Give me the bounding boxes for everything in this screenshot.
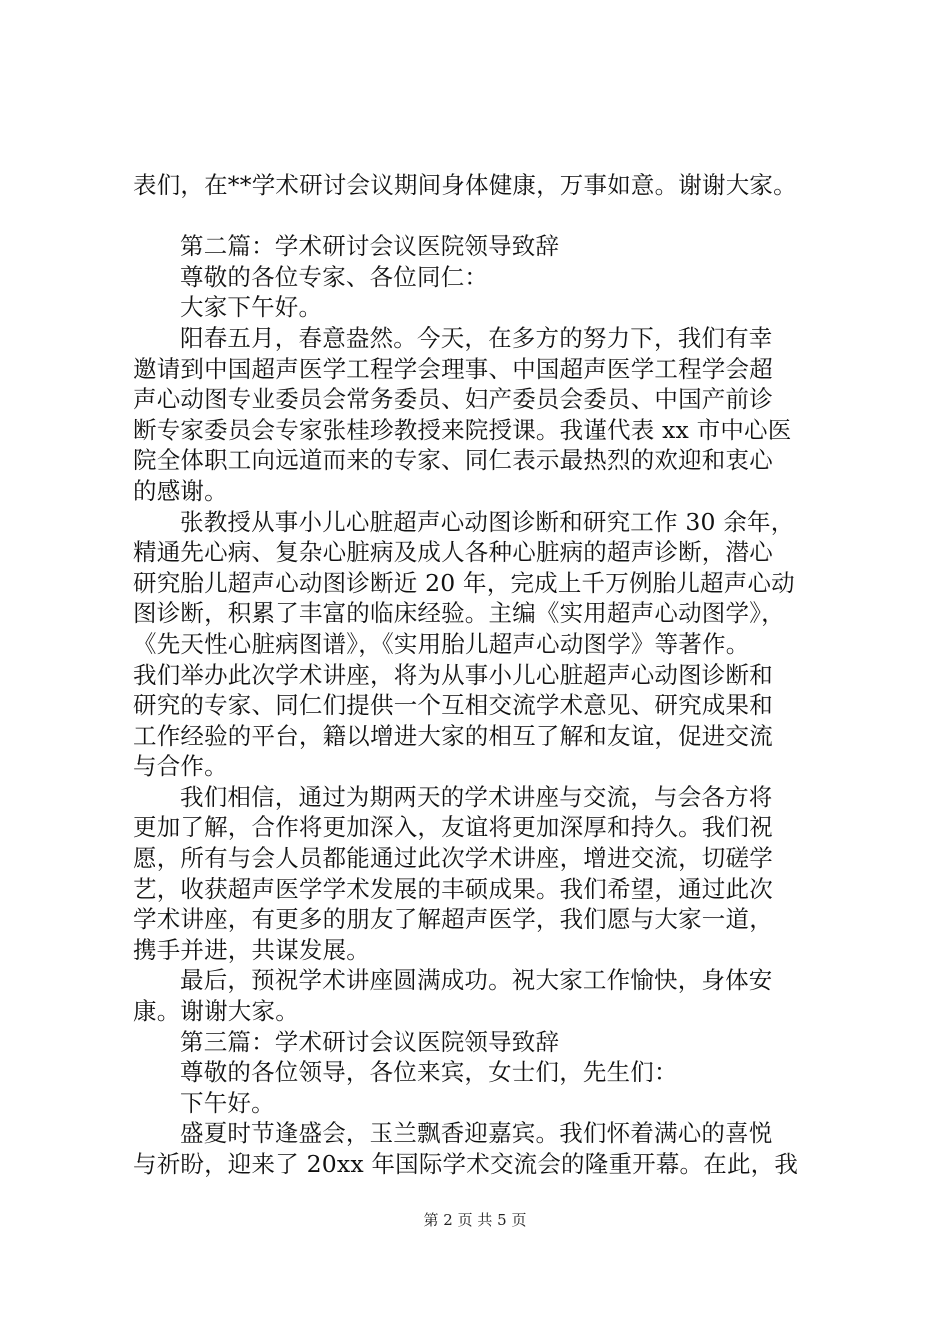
text-line: 学术讲座，有更多的朋友了解超声医学，我们愿与大家一道， xyxy=(133,905,773,934)
text-line: 第二篇：学术研讨会议医院领导致辞 xyxy=(180,232,560,261)
text-line: 康。谢谢大家。 xyxy=(133,997,299,1026)
text-line: 工作经验的平台，籍以增进大家的相互了解和友谊，促进交流 xyxy=(133,721,773,750)
page-footer: 第 2 页 共 5 页 xyxy=(423,1211,527,1229)
text-line: 研究的专家、同仁们提供一个互相交流学术意见、研究成果和 xyxy=(133,691,773,720)
text-line: 下午好。 xyxy=(180,1088,275,1117)
text-line: 的感谢。 xyxy=(133,476,228,505)
text-line: 大家下午好。 xyxy=(180,293,323,322)
text-line: 院全体职工向远道而来的专家、同仁表示最热烈的欢迎和衷心 xyxy=(133,446,773,475)
document-body xyxy=(133,170,833,1180)
text-line: 愿，所有与会人员都能通过此次学术讲座，增进交流，切磋学 xyxy=(133,844,773,873)
text-line: 最后，预祝学术讲座圆满成功。祝大家工作愉快，身体安 xyxy=(180,966,773,995)
text-line: 与祈盼，迎来了 20xx 年国际学术交流会的隆重开幕。在此，我 xyxy=(133,1150,799,1178)
text-line: 尊敬的各位领导，各位来宾，女士们，先生们： xyxy=(180,1058,678,1087)
text-line: 《先天性心脏病图谱》，《实用胎儿超声心动图学》等著作。 xyxy=(133,629,750,658)
text-line: 盛夏时节逢盛会，玉兰飘香迎嘉宾。我们怀着满心的喜悦 xyxy=(180,1119,773,1148)
text-line: 图诊断，积累了丰富的临床经验。主编《实用超声心动图学》， xyxy=(133,599,785,628)
text-line: 断专家委员会专家张桂珍教授来院授课。我谨代表 xx 市中心医 xyxy=(133,415,792,444)
text-line: 邀请到中国超声医学工程学会理事、中国超声医学工程学会超 xyxy=(133,354,773,383)
text-line xyxy=(133,201,833,232)
text-line: 阳春五月，春意盎然。今天，在多方的努力下，我们有幸 xyxy=(180,323,773,352)
text-line: 与合作。 xyxy=(133,752,228,781)
text-line: 我们相信，通过为期两天的学术讲座与交流，与会各方将 xyxy=(180,782,773,811)
text-line: 我们举办此次学术讲座，将为从事小儿心脏超声心动图诊断和 xyxy=(133,660,773,689)
text-line: 研究胎儿超声心动图诊断近 20 年，完成上千万例胎儿超声心动 xyxy=(133,568,795,597)
text-line: 表们，在**学术研讨会议期间身体健康，万事如意。谢谢大家。 xyxy=(133,171,797,199)
text-line: 第三篇：学术研讨会议医院领导致辞 xyxy=(180,1027,560,1056)
text-line: 艺，收获超声医学学术发展的丰硕成果。我们希望，通过此次 xyxy=(133,874,773,903)
text-line: 精通先心病、复杂心脏病及成人各种心脏病的超声诊断，潜心 xyxy=(133,538,773,567)
text-line: 声心动图专业委员会常务委员、妇产委员会委员、中国产前诊 xyxy=(133,385,773,414)
text-line: 张教授从事小儿心脏超声心动图诊断和研究工作 30 余年， xyxy=(180,507,795,536)
text-line: 携手并进，共谋发展。 xyxy=(133,935,370,964)
text-line: 更加了解，合作将更加深入，友谊将更加深厚和持久。我们祝 xyxy=(133,813,773,842)
text-line: 尊敬的各位专家、各位同仁： xyxy=(180,262,489,291)
